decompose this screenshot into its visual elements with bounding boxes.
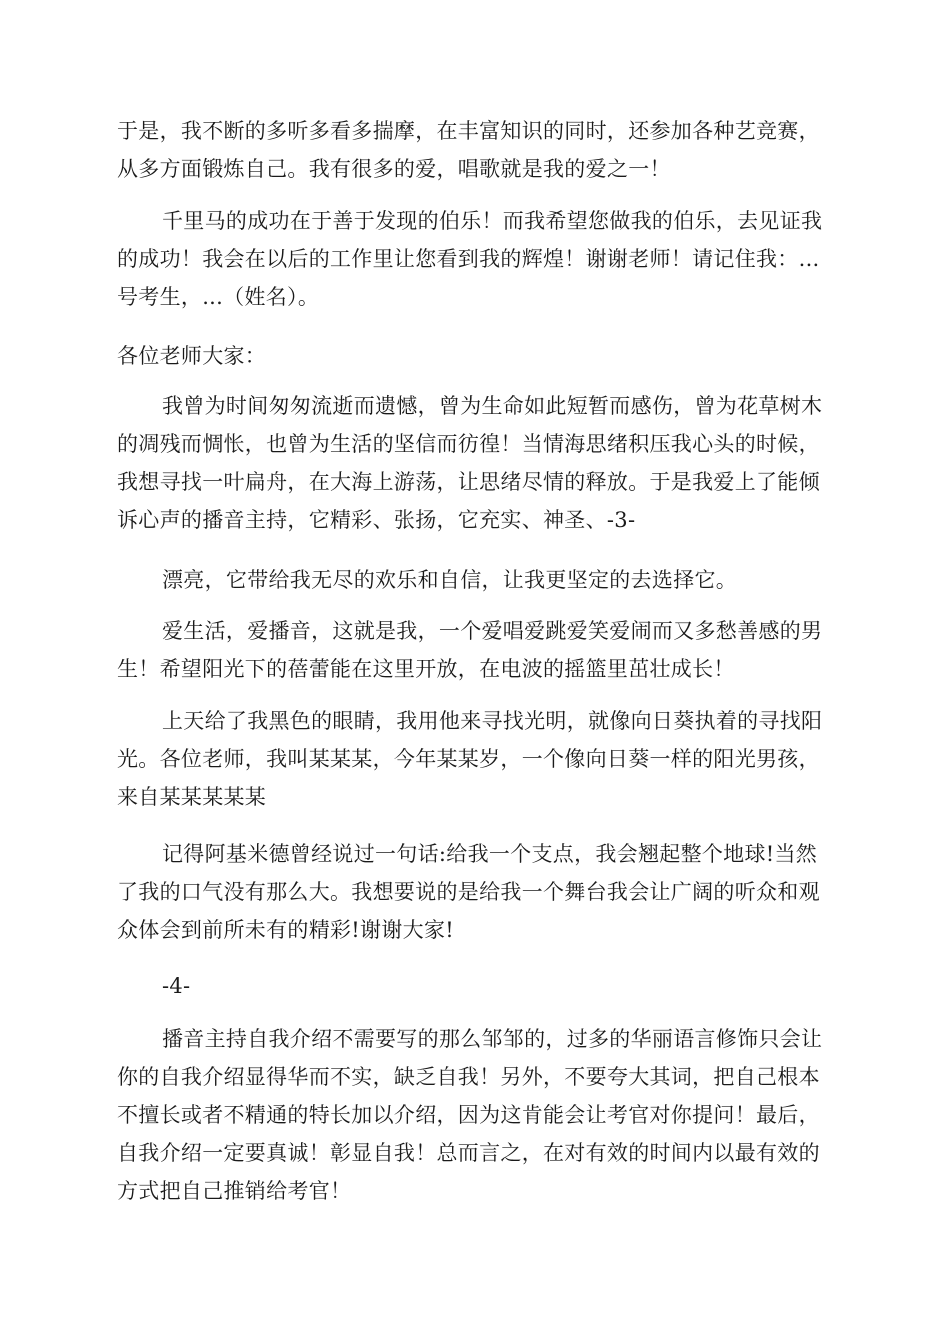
salutation: 各位老师大家：	[117, 344, 267, 368]
paragraph-8: 播音主持自我介绍不需要写的那么邹邹的，过多的华丽语言修饰只会让你的自我介绍显得华而不实，缺乏自我！另外，不要夸大其词，把自己根本不擅长或者不精通的特长加以介绍，因为这肯能会让考官对你提问！最后，自我介绍一定要真诚！彰显自我！总而言之，在对有效的时间内以最有效的方式把自己推销给考官！	[117, 1027, 823, 1203]
paragraph-2: 千里马的成功在于善于发现的伯乐！而我希望您做我的伯乐，去见证我的成功！我会在以后的工作里让您看到我的辉煌！谢谢老师！请记住我：...号考生，...（姓名）。	[117, 209, 823, 309]
paragraph-5: 爱生活，爱播音，这就是我，一个爱唱爱跳爱笑爱闹而又多愁善感的男生！希望阳光下的蓓蕾能在这里开放，在电波的摇篮里茁壮成长！	[117, 619, 823, 681]
paragraph-1: 于是，我不断的多听多看多揣摩，在丰富知识的同时，还参加各种艺竞赛，从多方面锻炼自己。我有很多的爱，唱歌就是我的爱之一！	[117, 119, 820, 181]
paragraph-3: 我曾为时间匆匆流逝而遗憾，曾为生命如此短暂而感伤，曾为花草树木的凋残而惆怅，也曾为生活的坚信而彷徨！当情海思绪积压我心头的时候，我想寻找一叶扁舟，在大海上游荡，让思绪尽情的释放。于是我爱上了能倾诉心声的播音主持，它精彩、张扬，它充实、神圣、-3-	[117, 394, 823, 532]
paragraph-7: 记得阿基米德曾经说过一句话:给我一个支点，我会翘起整个地球!当然了我的口气没有那么大。我想要说的是给我一个舞台我会让广阔的听众和观众体会到前所未有的精彩!谢谢大家!	[117, 842, 820, 942]
paragraph-4: 漂亮，它带给我无尽的欢乐和自信，让我更坚定的去选择它。	[162, 568, 738, 592]
page-number: -4-	[162, 974, 191, 998]
paragraph-6: 上天给了我黑色的眼睛，我用他来寻找光明，就像向日葵执着的寻找阳光。各位老师，我叫某某某，今年某某岁，一个像向日葵一样的阳光男孩，来自某某某某某	[117, 709, 823, 809]
